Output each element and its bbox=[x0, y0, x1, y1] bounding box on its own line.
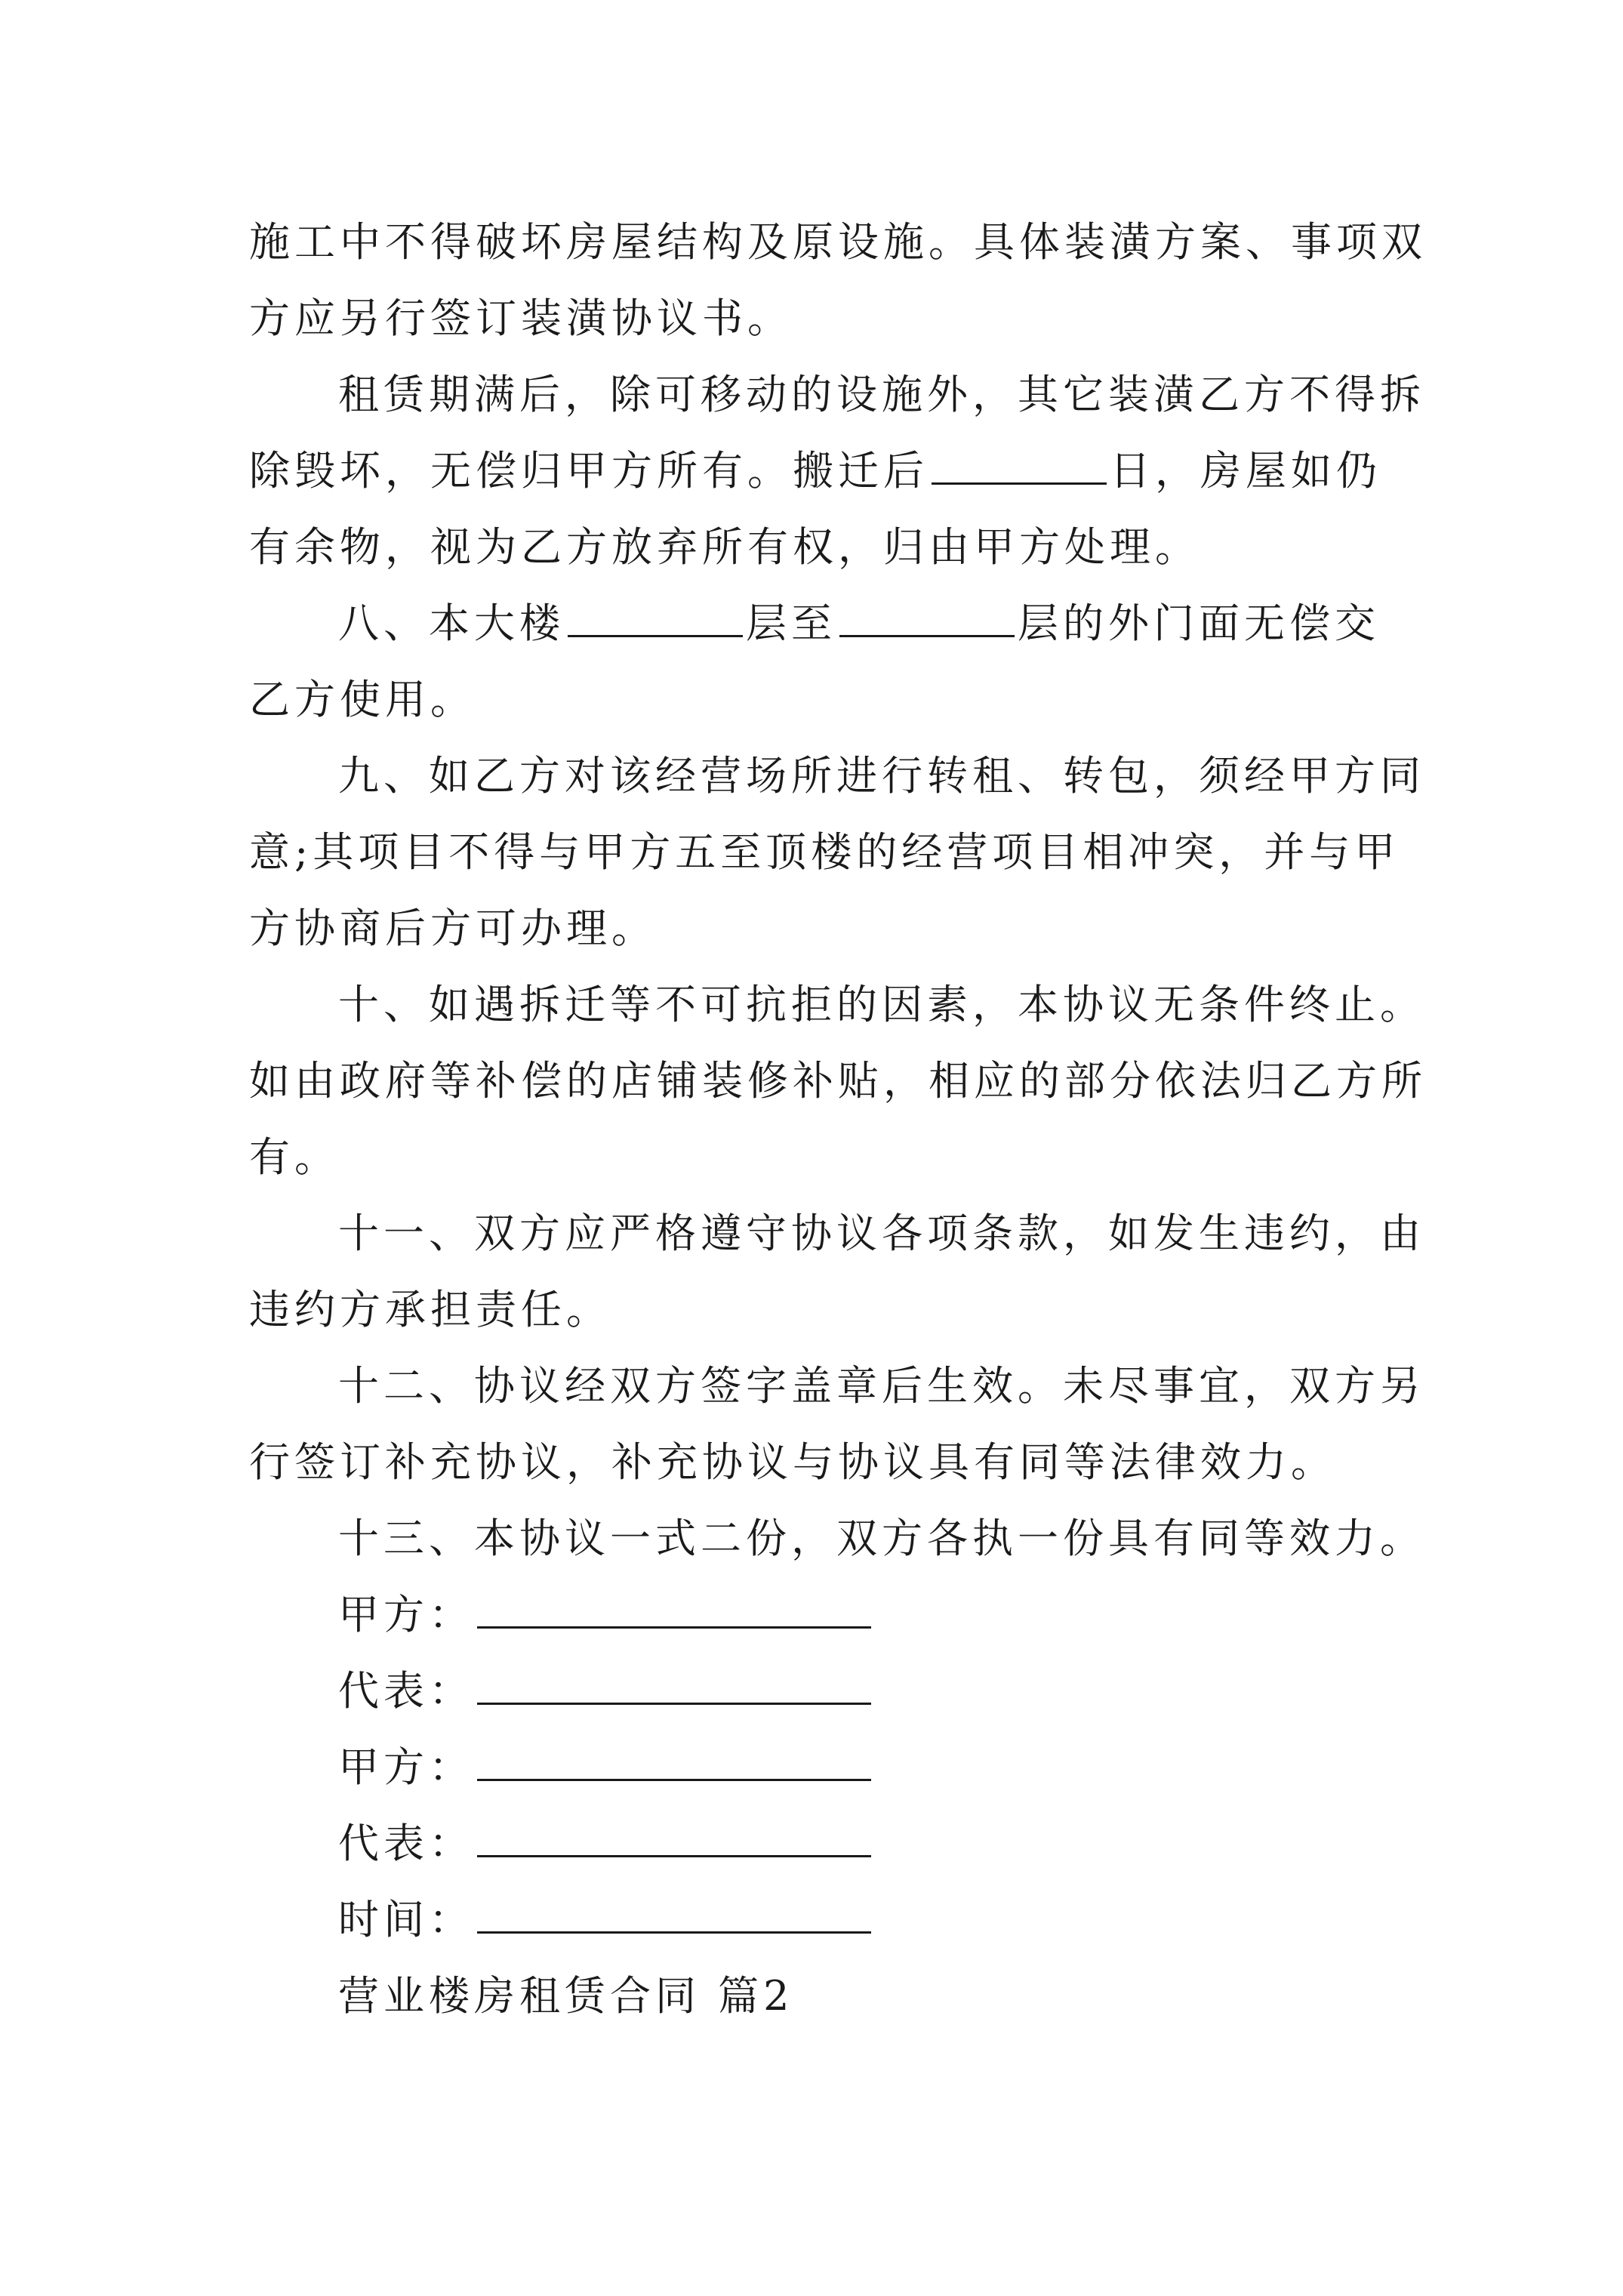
signature-line-date bbox=[249, 1881, 1427, 1958]
paragraph-line: 方协商后方可办理。 bbox=[249, 905, 657, 952]
signature-blank bbox=[477, 1892, 871, 1934]
paragraph-line bbox=[249, 433, 1427, 509]
paragraph-line: 乙方使用。 bbox=[249, 676, 476, 723]
paragraph-line: 租赁期满后，除可移动的设施外，其它装潢乙方不得拆 bbox=[338, 371, 1425, 418]
next-section-title: 营业楼房租赁合同 篇2 bbox=[338, 1972, 794, 2020]
signature-label: 代表： bbox=[338, 1820, 474, 1867]
paragraph-line: 有余物，视为乙方放弃所有权，归由甲方处理。 bbox=[249, 523, 1200, 571]
signature-label: 代表： bbox=[338, 1667, 474, 1715]
signature-label: 甲方： bbox=[338, 1743, 474, 1791]
fill-blank bbox=[568, 596, 743, 637]
text-fragment: 层的外门面无偿交 bbox=[1018, 599, 1380, 647]
text-fragment: 八、本大楼 bbox=[338, 599, 565, 647]
paragraph-line bbox=[249, 585, 1427, 661]
signature-line-representative-2 bbox=[249, 1805, 1427, 1881]
paragraph-line: 十二、协议经双方签字盖章后生效。未尽事宜，双方另 bbox=[338, 1362, 1425, 1410]
text-fragment: 层至 bbox=[746, 599, 836, 647]
signature-blank bbox=[477, 1663, 871, 1705]
signature-blank bbox=[477, 1587, 871, 1629]
signature-blank bbox=[477, 1816, 871, 1857]
document-page bbox=[249, 204, 1427, 2034]
paragraph-line: 方应另行签订装潢协议书。 bbox=[249, 294, 793, 342]
paragraph-line: 如由政府等补偿的店铺装修补贴，相应的部分依法归乙方所 bbox=[249, 1057, 1427, 1105]
signature-label: 甲方： bbox=[338, 1591, 474, 1638]
signature-blank bbox=[477, 1740, 871, 1781]
signature-line-representative bbox=[249, 1653, 1427, 1729]
signature-label: 时间： bbox=[338, 1896, 474, 1943]
paragraph-line: 十三、本协议一式二份，双方各执一份具有同等效力。 bbox=[338, 1515, 1425, 1562]
paragraph-line: 十一、双方应严格遵守协议各项条款，如发生违约，由 bbox=[338, 1210, 1425, 1257]
signature-line-party-a bbox=[249, 1576, 1427, 1653]
paragraph-line: 十、如遇拆迁等不可抗拒的因素，本协议无条件终止。 bbox=[338, 981, 1425, 1028]
paragraph-line: 施工中不得破坏房屋结构及原设施。具体装潢方案、事项双 bbox=[249, 218, 1427, 266]
paragraph-line: 行签订补充协议，补充协议与协议具有同等法律效力。 bbox=[249, 1438, 1336, 1486]
fill-blank bbox=[932, 443, 1107, 485]
text-fragment: 除毁坏，无偿归甲方所有。搬迁后 bbox=[249, 447, 929, 495]
paragraph-line: 九、如乙方对该经营场所进行转租、转包，须经甲方同 bbox=[338, 752, 1425, 800]
paragraph-line: 有。 bbox=[249, 1133, 340, 1181]
paragraph-line: 违约方承担责任。 bbox=[249, 1286, 611, 1333]
fill-blank bbox=[839, 596, 1015, 637]
signature-line-party-a-2 bbox=[249, 1729, 1427, 1805]
text-fragment: 日，房屋如仍 bbox=[1110, 447, 1381, 495]
paragraph-line: 意;其项目不得与甲方五至顶楼的经营项目相冲突，并与甲 bbox=[249, 828, 1400, 876]
